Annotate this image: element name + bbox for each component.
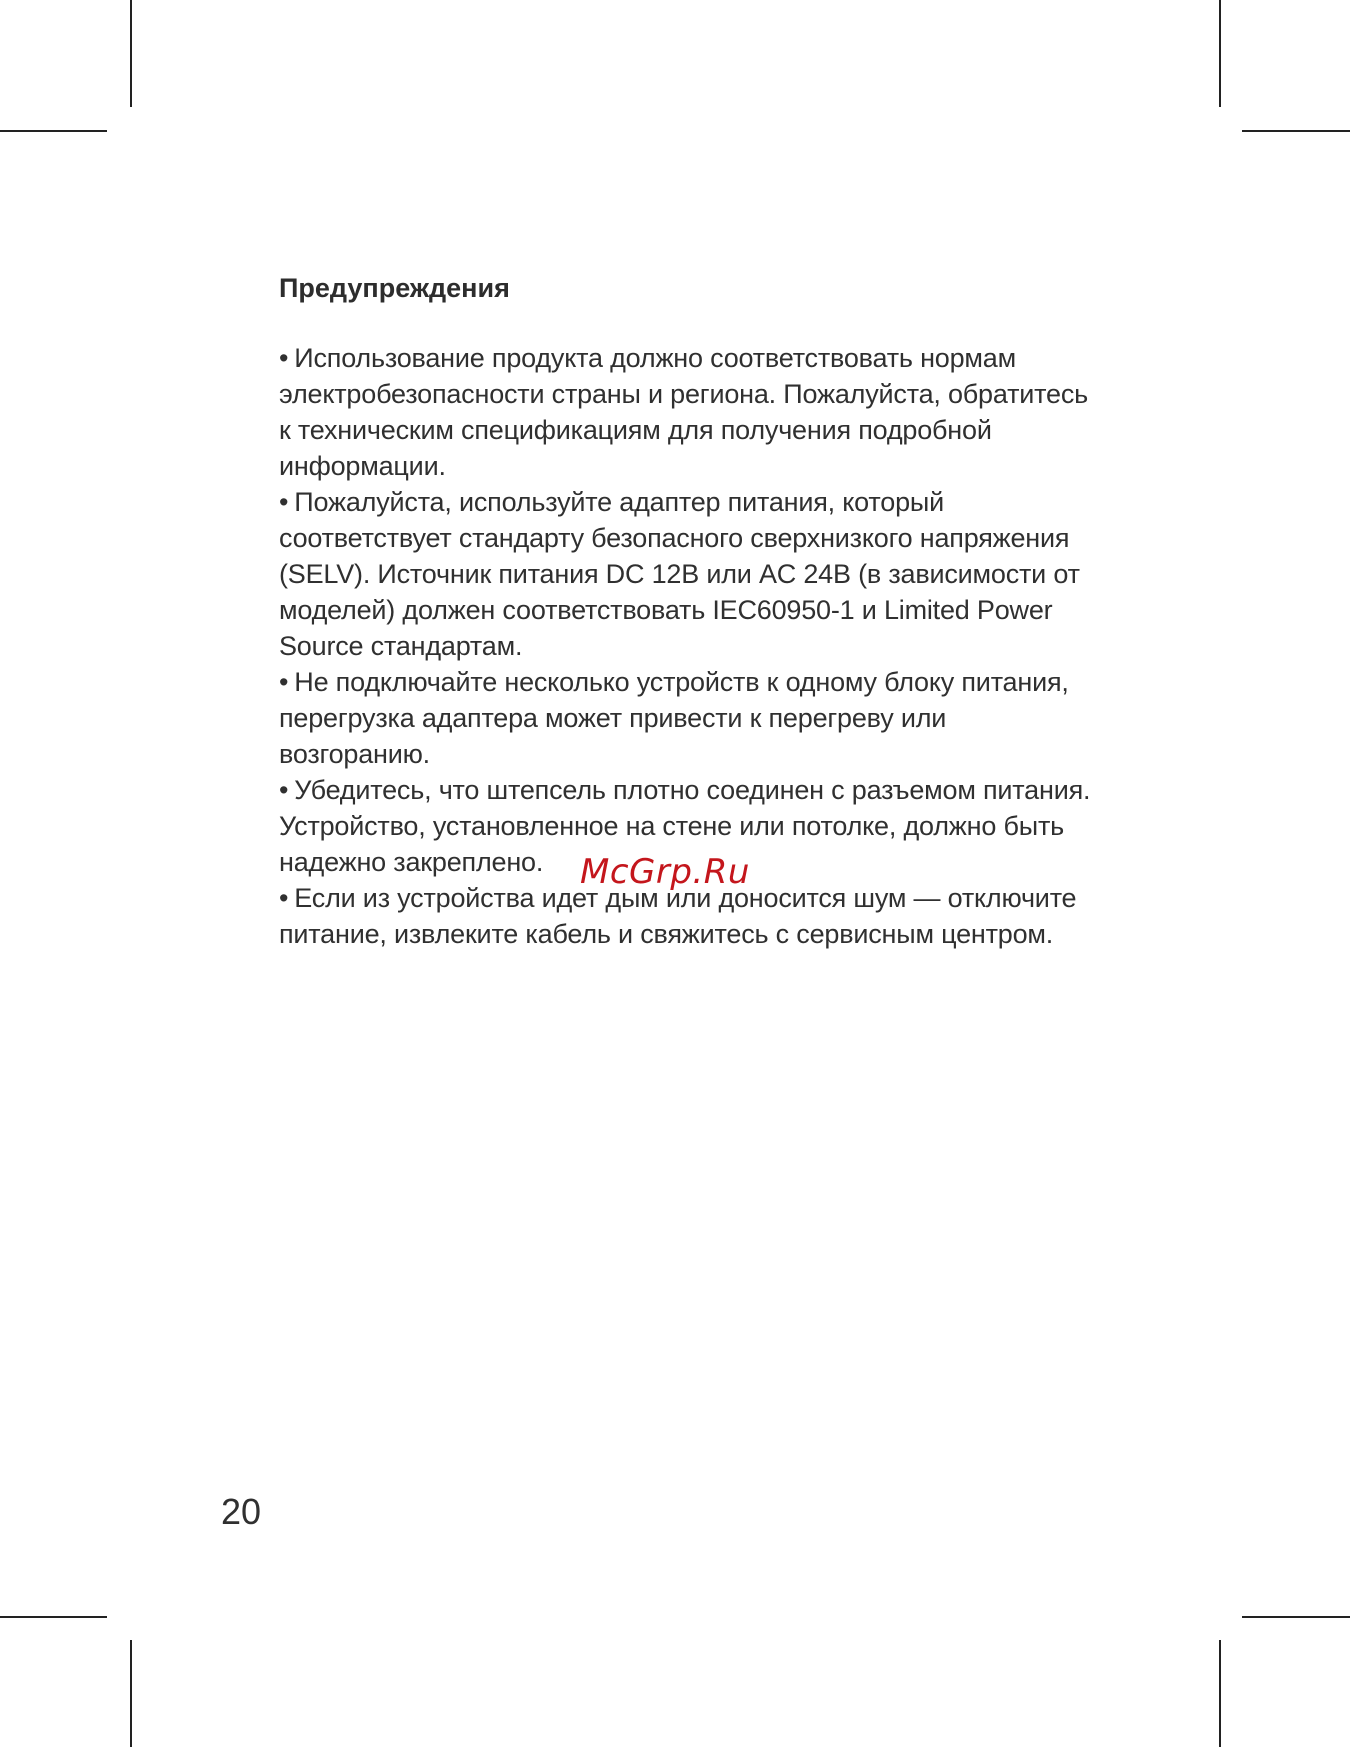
crop-mark-bottom-left-vertical [130, 1640, 132, 1747]
warning-item [279, 340, 1099, 484]
warning-item [279, 484, 1099, 664]
warning-text: Использование продукта должно соответствовать нормам электробезопасности страны и региона. Пожалуйста, обратитесь к техническим спецификациям для получения подробной информации. [279, 343, 1088, 481]
bullet-icon: • [279, 667, 289, 697]
watermark-logo: McGrp.Ru [580, 852, 750, 892]
bullet-icon: • [279, 487, 289, 517]
crop-mark-top-left-horizontal [0, 130, 107, 132]
crop-mark-bottom-right-vertical [1219, 1640, 1221, 1747]
warnings-section [279, 268, 1099, 952]
warning-text: Если из устройства идет дым или доносится шум — отключите питание, извлеките кабель и свяжитесь с сервисным центром. [279, 883, 1077, 949]
bullet-icon: • [279, 343, 289, 373]
crop-mark-top-right-horizontal [1242, 130, 1350, 132]
warning-text: Не подключайте несколько устройств к одному блоку питания, перегрузка адаптера может привести к перегреву или возгоранию. [279, 667, 1069, 769]
crop-mark-top-left-vertical [130, 0, 132, 107]
section-heading: Предупреждения [279, 273, 510, 303]
crop-mark-bottom-right-horizontal [1242, 1616, 1350, 1618]
crop-mark-top-right-vertical [1219, 0, 1221, 107]
bullet-icon: • [279, 775, 289, 805]
warning-item [279, 664, 1099, 772]
crop-mark-bottom-left-horizontal [0, 1616, 107, 1618]
page-number: 20 [221, 1491, 262, 1532]
warning-text: Убедитесь, что штепсель плотно соединен с разъемом питания. Устройство, установленное на стене или потолке, должно быть надежно закреплено. [279, 775, 1091, 877]
warning-text: Пожалуйста, используйте адаптер питания, который соответствует стандарту безопасного сверхнизкого напряжения (SELV). Источник питания DC 12В или AC 24В (в зависимости от моделей) должен соответствовать IEC60950-1 и Limited Power Source стандартам. [279, 487, 1080, 661]
bullet-icon: • [279, 883, 289, 913]
